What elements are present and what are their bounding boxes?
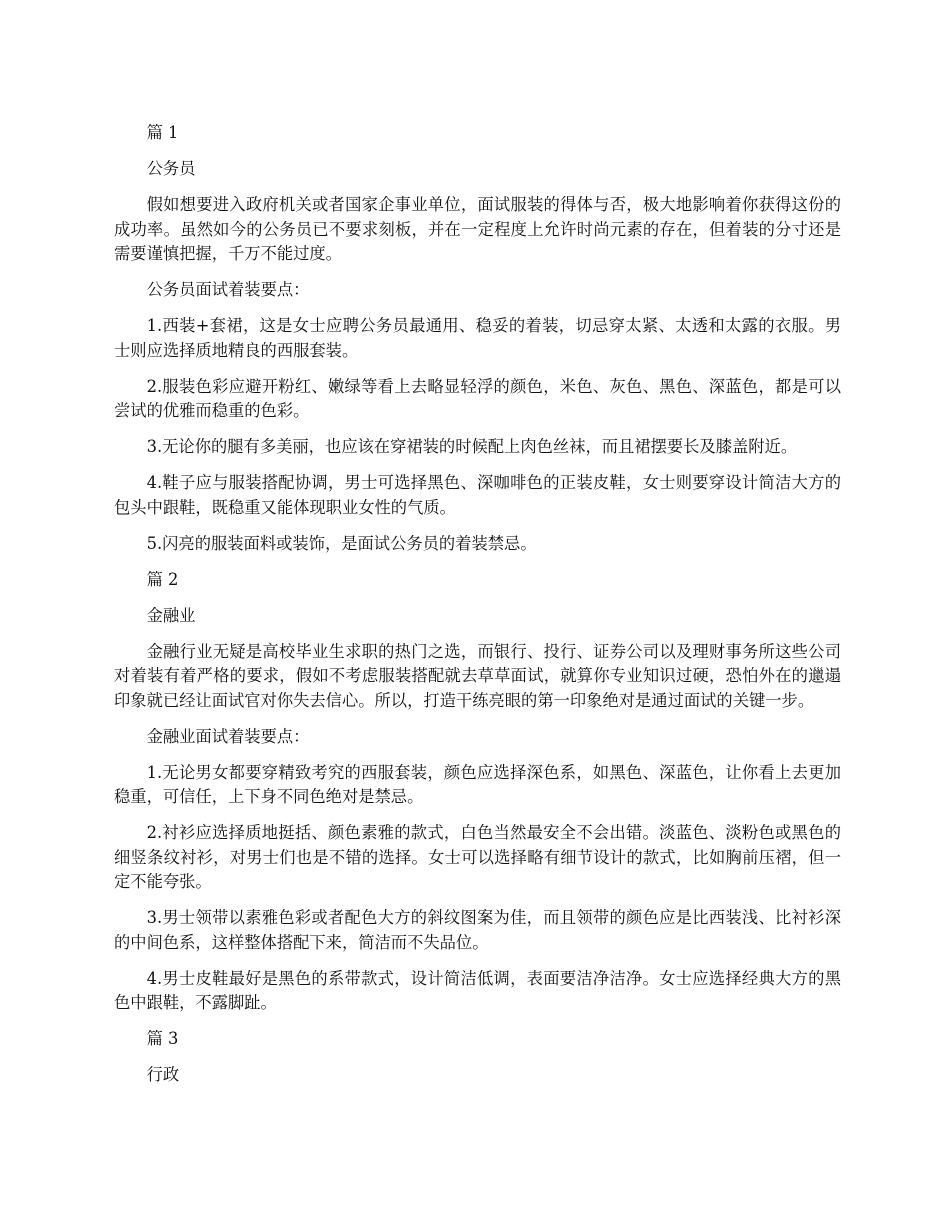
list-item: 4.男士皮鞋最好是黑色的系带款式，设计简洁低调，表面要洁净洁净。女士应选择经典大方的黑色中跟鞋，不露脚趾。 (114, 968, 841, 1012)
section-heading-3: 篇 3 (146, 1029, 179, 1048)
list-item: 3.男士领带以素雅色彩或者配色大方的斜纹图案为佳，而且领带的颜色应是比西装浅、比衬衫深的中间色系，这样整体搭配下来，简洁而不失品位。 (114, 908, 841, 952)
list-item: 2.服装色彩应避开粉红、嫩绿等看上去略显轻浮的颜色，米色、灰色、黑色、深蓝色，都是可以尝试的优雅而稳重的色彩。 (114, 376, 841, 420)
body-paragraph: 假如想要进入政府机关或者国家企事业单位，面试服装的得体与否，极大地影响着你获得这份的成功率。虽然如今的公务员已不要求刻板，并在一定程度上允许时尚元素的存在，但着装的分寸还是需要谨慎把握，千万不能过度。 (114, 195, 841, 263)
points-heading: 公务员面试着装要点： (146, 280, 310, 299)
document-page (114, 121, 841, 1099)
list-item: 1.西装+套裙，这是女士应聘公务员最通用、稳妥的着装，切忌穿太紧、太透和太露的衣服。男士则应选择质地精良的西服套装。 (114, 316, 841, 360)
list-item: 4.鞋子应与服装搭配协调，男士可选择黑色、深咖啡色的正装皮鞋，女士则要穿设计简洁大方的包头中跟鞋，既稳重又能体现职业女性的气质。 (114, 473, 841, 517)
points-heading: 金融业面试着装要点： (146, 726, 310, 746)
section-heading-1: 篇 1 (146, 123, 179, 142)
section-title-finance: 金融业 (146, 605, 196, 625)
list-item: 3.无论你的腿有多美丽，也应该在穿裙装的时候配上肉色丝袜，而且裙摆要长及膝盖附近。 (146, 437, 798, 456)
list-item: 5.闪亮的服装面料或装饰，是面试公务员的着装禁忌。 (146, 533, 537, 553)
section-title-civil-servant: 公务员 (146, 159, 196, 178)
section-title-administration: 行政 (146, 1065, 180, 1084)
section-heading-2: 篇 2 (146, 569, 179, 589)
list-item: 2.衬衫应选择质地挺括、颜色素雅的款式，白色当然最安全不会出错。淡蓝色、淡粉色或黑色的细竖条纹衬衫，对男士们也是不错的选择。女士可以选择略有细节设计的款式，比如胸前压褶，但一定不能夸张。 (114, 823, 841, 891)
list-item: 1.无论男女都要穿精致考究的西服套装，颜色应选择深色系，如黑色、深蓝色，让你看上去更加稳重，可信任，上下身不同色绝对是禁忌。 (114, 762, 841, 806)
body-paragraph: 金融行业无疑是高校毕业生求职的热门之选，而银行、投行、证券公司以及理财事务所这些公司对着装有着严格的要求，假如不考虑服装搭配就去草草面试，就算你专业知识过硬，恐怕外在的邋遢印象就已经让面试官对你失去信心。所以，打造干练亮眼的第一印象绝对是通过面试的关键一步。 (114, 641, 841, 710)
